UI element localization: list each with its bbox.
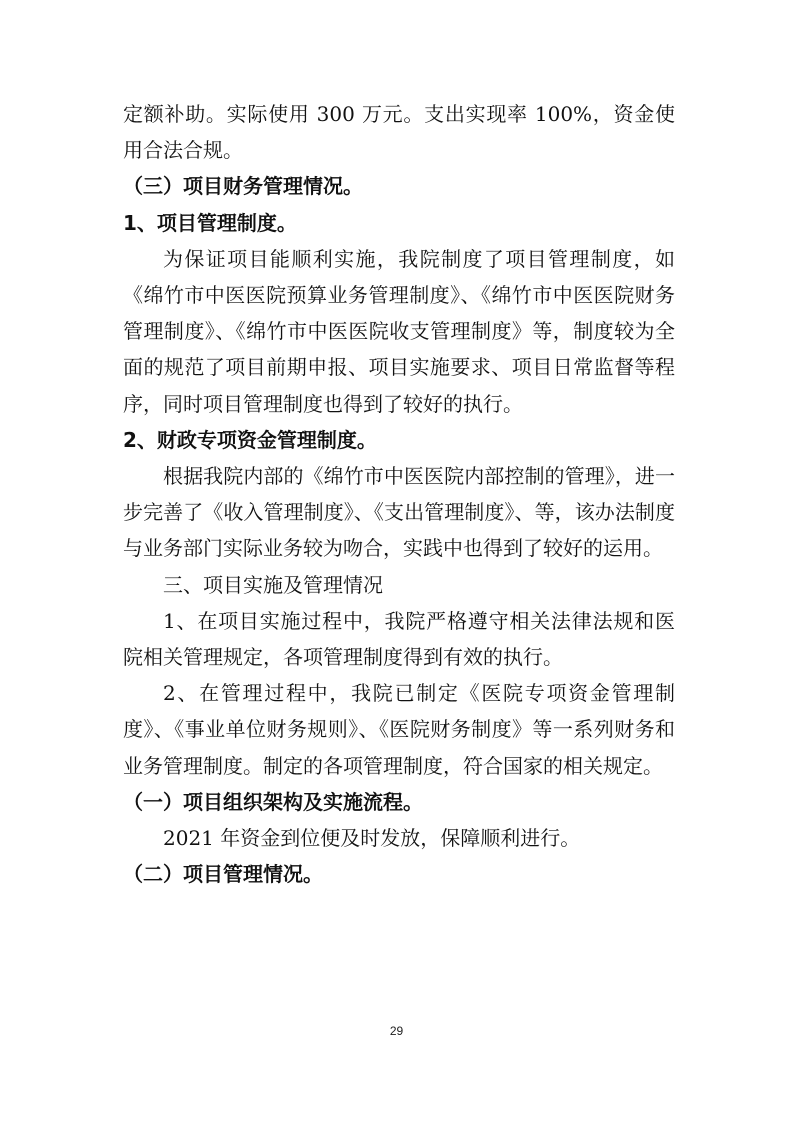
body-paragraph: 为保证项目能顺利实施，我院制度了项目管理制度，如《绵竹市中医医院预算业务管理制度》、《绵竹市中医医院财务管理制度》、《绵竹市中医医院收支管理制度》等，制度较为全面的规范了项目前期申报、项目实施要求、项目日常监督等程序，同时项目管理制度也得到了较好的执行。: [123, 246, 675, 416]
body-paragraph: 定额补助。实际使用 300 万元。支出实现率 100%，资金使用合法合规。: [123, 102, 675, 163]
page-number: 29: [389, 1024, 404, 1038]
section-heading: （二）项目管理情况。: [123, 862, 323, 887]
chapter-heading: 三、项目实施及管理情况: [163, 572, 383, 597]
document-body: [123, 96, 675, 892]
subsection-heading: 2、财政专项资金管理制度。: [123, 427, 377, 452]
body-paragraph: 2021 年资金到位便及时发放，保障顺利进行。: [163, 826, 581, 851]
body-paragraph: 根据我院内部的《绵竹市中医医院内部控制的管理》，进一步完善了《收入管理制度》、《支出管理制度》、等，该办法制度与业务部门实际业务较为吻合，实践中也得到了较好的运用。: [123, 464, 675, 561]
section-heading: （三）项目财务管理情况。: [123, 174, 363, 199]
section-heading: （一）项目组织架构及实施流程。: [123, 789, 423, 814]
body-paragraph: 2、在管理过程中，我院已制定《医院专项资金管理制度》、《事业单位财务规则》、《医院财务制度》等一系列财务和业务管理制度。制定的各项管理制度，符合国家的相关规定。: [123, 681, 675, 778]
subsection-heading: 1、项目管理制度。: [123, 210, 297, 235]
body-paragraph: 1、在项目实施过程中，我院严格遵守相关法律法规和医院相关管理规定，各项管理制度得到有效的执行。: [123, 608, 675, 670]
